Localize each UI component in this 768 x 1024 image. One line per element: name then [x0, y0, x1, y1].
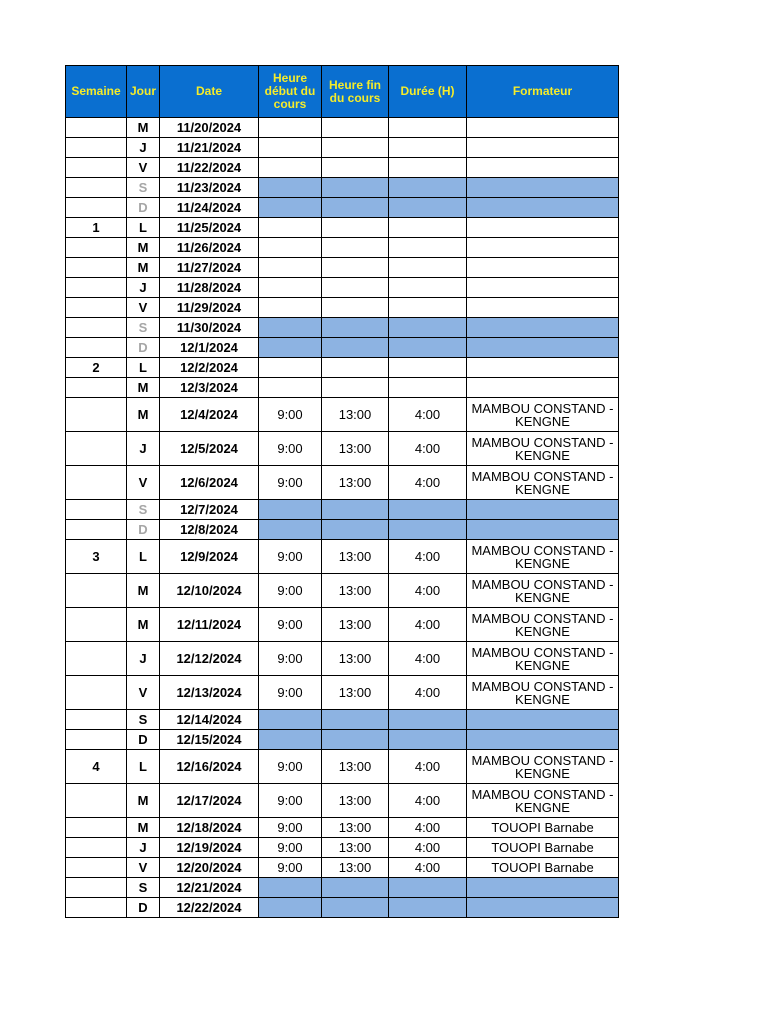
- end-time-cell: [322, 298, 389, 318]
- trainer-cell: [467, 118, 619, 138]
- date-cell: 12/13/2024: [160, 676, 259, 710]
- trainer-cell: MAMBOU CONSTAND - KENGNE: [467, 540, 619, 574]
- trainer-cell: [467, 318, 619, 338]
- date-cell: 12/17/2024: [160, 784, 259, 818]
- date-cell: 11/25/2024: [160, 218, 259, 238]
- end-time-cell: [322, 520, 389, 540]
- week-cell: [66, 676, 127, 710]
- duration-cell: [389, 358, 467, 378]
- table-row: [66, 730, 619, 750]
- duration-cell: [389, 298, 467, 318]
- table-row: [66, 278, 619, 298]
- header-formateur: Formateur: [467, 66, 619, 118]
- week-cell: [66, 898, 127, 918]
- end-time-cell: 13:00: [322, 750, 389, 784]
- duration-cell: [389, 500, 467, 520]
- week-cell: 2: [66, 358, 127, 378]
- start-time-cell: [259, 378, 322, 398]
- start-time-cell: 9:00: [259, 858, 322, 878]
- trainer-cell: MAMBOU CONSTAND - KENGNE: [467, 784, 619, 818]
- day-cell: S: [127, 710, 160, 730]
- end-time-cell: 13:00: [322, 676, 389, 710]
- duration-cell: 4:00: [389, 608, 467, 642]
- table-row: [66, 138, 619, 158]
- day-cell: D: [127, 898, 160, 918]
- date-cell: 12/5/2024: [160, 432, 259, 466]
- trainer-cell: MAMBOU CONSTAND - KENGNE: [467, 642, 619, 676]
- trainer-cell: [467, 338, 619, 358]
- week-cell: [66, 118, 127, 138]
- trainer-cell: TOUOPI Barnabe: [467, 858, 619, 878]
- day-cell: D: [127, 520, 160, 540]
- week-cell: [66, 198, 127, 218]
- day-cell: L: [127, 540, 160, 574]
- start-time-cell: 9:00: [259, 466, 322, 500]
- day-cell: V: [127, 676, 160, 710]
- end-time-cell: [322, 500, 389, 520]
- start-time-cell: [259, 238, 322, 258]
- date-cell: 12/1/2024: [160, 338, 259, 358]
- day-cell: M: [127, 784, 160, 818]
- header-semaine: Semaine: [66, 66, 127, 118]
- date-cell: 11/30/2024: [160, 318, 259, 338]
- schedule-header: [66, 66, 619, 118]
- table-row: [66, 318, 619, 338]
- week-cell: [66, 784, 127, 818]
- trainer-cell: MAMBOU CONSTAND - KENGNE: [467, 676, 619, 710]
- date-cell: 12/14/2024: [160, 710, 259, 730]
- date-cell: 12/20/2024: [160, 858, 259, 878]
- start-time-cell: [259, 500, 322, 520]
- day-cell: S: [127, 178, 160, 198]
- duration-cell: [389, 378, 467, 398]
- start-time-cell: [259, 898, 322, 918]
- week-cell: [66, 500, 127, 520]
- day-cell: L: [127, 358, 160, 378]
- day-cell: V: [127, 466, 160, 500]
- week-cell: [66, 608, 127, 642]
- trainer-cell: [467, 898, 619, 918]
- date-cell: 12/9/2024: [160, 540, 259, 574]
- end-time-cell: 13:00: [322, 784, 389, 818]
- duration-cell: 4:00: [389, 838, 467, 858]
- trainer-cell: [467, 158, 619, 178]
- day-cell: V: [127, 298, 160, 318]
- trainer-cell: MAMBOU CONSTAND - KENGNE: [467, 398, 619, 432]
- start-time-cell: [259, 520, 322, 540]
- start-time-cell: [259, 338, 322, 358]
- start-time-cell: [259, 198, 322, 218]
- week-cell: [66, 278, 127, 298]
- table-row: [66, 838, 619, 858]
- end-time-cell: 13:00: [322, 642, 389, 676]
- table-row: [66, 198, 619, 218]
- week-cell: [66, 378, 127, 398]
- end-time-cell: [322, 158, 389, 178]
- trainer-cell: [467, 258, 619, 278]
- start-time-cell: [259, 878, 322, 898]
- end-time-cell: 13:00: [322, 608, 389, 642]
- end-time-cell: 13:00: [322, 838, 389, 858]
- date-cell: 12/11/2024: [160, 608, 259, 642]
- duration-cell: [389, 158, 467, 178]
- date-cell: 12/8/2024: [160, 520, 259, 540]
- table-row: [66, 858, 619, 878]
- date-cell: 11/22/2024: [160, 158, 259, 178]
- day-cell: D: [127, 338, 160, 358]
- trainer-cell: MAMBOU CONSTAND - KENGNE: [467, 750, 619, 784]
- trainer-cell: [467, 238, 619, 258]
- trainer-cell: MAMBOU CONSTAND - KENGNE: [467, 432, 619, 466]
- trainer-cell: [467, 138, 619, 158]
- trainer-cell: [467, 358, 619, 378]
- duration-cell: [389, 218, 467, 238]
- duration-cell: [389, 178, 467, 198]
- table-row: [66, 118, 619, 138]
- date-cell: 12/2/2024: [160, 358, 259, 378]
- table-row: [66, 818, 619, 838]
- day-cell: L: [127, 218, 160, 238]
- week-cell: [66, 432, 127, 466]
- start-time-cell: 9:00: [259, 642, 322, 676]
- date-cell: 12/6/2024: [160, 466, 259, 500]
- end-time-cell: 13:00: [322, 466, 389, 500]
- week-cell: 4: [66, 750, 127, 784]
- date-cell: 12/18/2024: [160, 818, 259, 838]
- week-cell: [66, 138, 127, 158]
- table-row: [66, 398, 619, 432]
- header-heure-fin: Heure fin du cours: [322, 66, 389, 118]
- duration-cell: 4:00: [389, 574, 467, 608]
- table-row: [66, 158, 619, 178]
- day-cell: M: [127, 818, 160, 838]
- header-row: [66, 66, 619, 118]
- end-time-cell: [322, 710, 389, 730]
- day-cell: M: [127, 608, 160, 642]
- trainer-cell: [467, 520, 619, 540]
- end-time-cell: [322, 278, 389, 298]
- start-time-cell: [259, 218, 322, 238]
- end-time-cell: [322, 218, 389, 238]
- trainer-cell: [467, 278, 619, 298]
- start-time-cell: [259, 138, 322, 158]
- table-row: [66, 358, 619, 378]
- duration-cell: [389, 278, 467, 298]
- duration-cell: 4:00: [389, 398, 467, 432]
- end-time-cell: 13:00: [322, 858, 389, 878]
- day-cell: J: [127, 642, 160, 676]
- trainer-cell: TOUOPI Barnabe: [467, 838, 619, 858]
- date-cell: 12/22/2024: [160, 898, 259, 918]
- day-cell: M: [127, 258, 160, 278]
- end-time-cell: [322, 258, 389, 278]
- schedule-body: [66, 118, 619, 918]
- end-time-cell: 13:00: [322, 432, 389, 466]
- week-cell: [66, 838, 127, 858]
- end-time-cell: 13:00: [322, 574, 389, 608]
- date-cell: 12/21/2024: [160, 878, 259, 898]
- end-time-cell: [322, 878, 389, 898]
- trainer-cell: MAMBOU CONSTAND - KENGNE: [467, 574, 619, 608]
- duration-cell: [389, 238, 467, 258]
- week-cell: [66, 238, 127, 258]
- duration-cell: [389, 898, 467, 918]
- start-time-cell: 9:00: [259, 676, 322, 710]
- duration-cell: [389, 730, 467, 750]
- date-cell: 12/19/2024: [160, 838, 259, 858]
- date-cell: 12/7/2024: [160, 500, 259, 520]
- start-time-cell: 9:00: [259, 784, 322, 818]
- duration-cell: 4:00: [389, 750, 467, 784]
- week-cell: [66, 466, 127, 500]
- start-time-cell: [259, 298, 322, 318]
- day-cell: S: [127, 878, 160, 898]
- week-cell: [66, 338, 127, 358]
- date-cell: 11/24/2024: [160, 198, 259, 218]
- day-cell: M: [127, 378, 160, 398]
- table-row: [66, 878, 619, 898]
- duration-cell: 4:00: [389, 466, 467, 500]
- week-cell: [66, 178, 127, 198]
- end-time-cell: [322, 118, 389, 138]
- week-cell: [66, 520, 127, 540]
- week-cell: [66, 398, 127, 432]
- table-row: [66, 574, 619, 608]
- end-time-cell: [322, 378, 389, 398]
- date-cell: 11/20/2024: [160, 118, 259, 138]
- table-row: [66, 432, 619, 466]
- table-row: [66, 466, 619, 500]
- day-cell: J: [127, 278, 160, 298]
- end-time-cell: 13:00: [322, 398, 389, 432]
- trainer-cell: [467, 298, 619, 318]
- end-time-cell: [322, 898, 389, 918]
- duration-cell: [389, 878, 467, 898]
- table-row: [66, 178, 619, 198]
- table-row: [66, 642, 619, 676]
- date-cell: 12/15/2024: [160, 730, 259, 750]
- end-time-cell: [322, 178, 389, 198]
- day-cell: M: [127, 118, 160, 138]
- table-row: [66, 540, 619, 574]
- start-time-cell: [259, 158, 322, 178]
- duration-cell: 4:00: [389, 818, 467, 838]
- week-cell: [66, 730, 127, 750]
- trainer-cell: MAMBOU CONSTAND - KENGNE: [467, 608, 619, 642]
- header-heure-debut: Heure début du cours: [259, 66, 322, 118]
- day-cell: D: [127, 198, 160, 218]
- week-cell: [66, 574, 127, 608]
- date-cell: 12/4/2024: [160, 398, 259, 432]
- duration-cell: [389, 710, 467, 730]
- week-cell: [66, 298, 127, 318]
- end-time-cell: 13:00: [322, 540, 389, 574]
- day-cell: S: [127, 500, 160, 520]
- end-time-cell: [322, 238, 389, 258]
- start-time-cell: 9:00: [259, 818, 322, 838]
- table-row: [66, 676, 619, 710]
- table-row: [66, 218, 619, 238]
- table-row: [66, 500, 619, 520]
- start-time-cell: 9:00: [259, 750, 322, 784]
- start-time-cell: [259, 730, 322, 750]
- end-time-cell: [322, 198, 389, 218]
- trainer-cell: MAMBOU CONSTAND - KENGNE: [467, 466, 619, 500]
- start-time-cell: 9:00: [259, 540, 322, 574]
- duration-cell: 4:00: [389, 432, 467, 466]
- day-cell: J: [127, 838, 160, 858]
- start-time-cell: [259, 318, 322, 338]
- table-row: [66, 338, 619, 358]
- trainer-cell: [467, 198, 619, 218]
- start-time-cell: 9:00: [259, 608, 322, 642]
- start-time-cell: [259, 178, 322, 198]
- date-cell: 12/16/2024: [160, 750, 259, 784]
- week-cell: [66, 318, 127, 338]
- day-cell: J: [127, 432, 160, 466]
- date-cell: 12/3/2024: [160, 378, 259, 398]
- trainer-cell: [467, 378, 619, 398]
- table-row: [66, 710, 619, 730]
- table-row: [66, 258, 619, 278]
- date-cell: 12/12/2024: [160, 642, 259, 676]
- week-cell: 3: [66, 540, 127, 574]
- table-row: [66, 784, 619, 818]
- day-cell: S: [127, 318, 160, 338]
- trainer-cell: [467, 218, 619, 238]
- header-jour: Jour: [127, 66, 160, 118]
- trainer-cell: [467, 178, 619, 198]
- duration-cell: [389, 258, 467, 278]
- date-cell: 11/23/2024: [160, 178, 259, 198]
- duration-cell: 4:00: [389, 676, 467, 710]
- day-cell: M: [127, 238, 160, 258]
- day-cell: D: [127, 730, 160, 750]
- trainer-cell: TOUOPI Barnabe: [467, 818, 619, 838]
- date-cell: 11/29/2024: [160, 298, 259, 318]
- date-cell: 11/27/2024: [160, 258, 259, 278]
- header-duree: Durée (H): [389, 66, 467, 118]
- start-time-cell: [259, 710, 322, 730]
- day-cell: M: [127, 398, 160, 432]
- start-time-cell: [259, 118, 322, 138]
- duration-cell: [389, 118, 467, 138]
- schedule-table: [65, 65, 619, 918]
- duration-cell: [389, 198, 467, 218]
- end-time-cell: 13:00: [322, 818, 389, 838]
- duration-cell: [389, 520, 467, 540]
- week-cell: 1: [66, 218, 127, 238]
- table-row: [66, 378, 619, 398]
- table-row: [66, 750, 619, 784]
- end-time-cell: [322, 338, 389, 358]
- table-row: [66, 238, 619, 258]
- date-cell: 11/21/2024: [160, 138, 259, 158]
- week-cell: [66, 818, 127, 838]
- trainer-cell: [467, 710, 619, 730]
- day-cell: V: [127, 158, 160, 178]
- end-time-cell: [322, 358, 389, 378]
- day-cell: V: [127, 858, 160, 878]
- day-cell: J: [127, 138, 160, 158]
- duration-cell: 4:00: [389, 642, 467, 676]
- start-time-cell: 9:00: [259, 432, 322, 466]
- duration-cell: [389, 318, 467, 338]
- table-row: [66, 298, 619, 318]
- duration-cell: [389, 138, 467, 158]
- day-cell: L: [127, 750, 160, 784]
- day-cell: M: [127, 574, 160, 608]
- start-time-cell: 9:00: [259, 574, 322, 608]
- duration-cell: 4:00: [389, 540, 467, 574]
- end-time-cell: [322, 318, 389, 338]
- end-time-cell: [322, 138, 389, 158]
- duration-cell: [389, 338, 467, 358]
- week-cell: [66, 642, 127, 676]
- week-cell: [66, 710, 127, 730]
- table-row: [66, 608, 619, 642]
- start-time-cell: 9:00: [259, 838, 322, 858]
- duration-cell: 4:00: [389, 784, 467, 818]
- start-time-cell: [259, 278, 322, 298]
- start-time-cell: 9:00: [259, 398, 322, 432]
- date-cell: 12/10/2024: [160, 574, 259, 608]
- date-cell: 11/26/2024: [160, 238, 259, 258]
- date-cell: 11/28/2024: [160, 278, 259, 298]
- week-cell: [66, 878, 127, 898]
- start-time-cell: [259, 258, 322, 278]
- end-time-cell: [322, 730, 389, 750]
- trainer-cell: [467, 878, 619, 898]
- table-row: [66, 898, 619, 918]
- table-row: [66, 520, 619, 540]
- duration-cell: 4:00: [389, 858, 467, 878]
- trainer-cell: [467, 500, 619, 520]
- start-time-cell: [259, 358, 322, 378]
- week-cell: [66, 258, 127, 278]
- week-cell: [66, 858, 127, 878]
- header-date: Date: [160, 66, 259, 118]
- trainer-cell: [467, 730, 619, 750]
- week-cell: [66, 158, 127, 178]
